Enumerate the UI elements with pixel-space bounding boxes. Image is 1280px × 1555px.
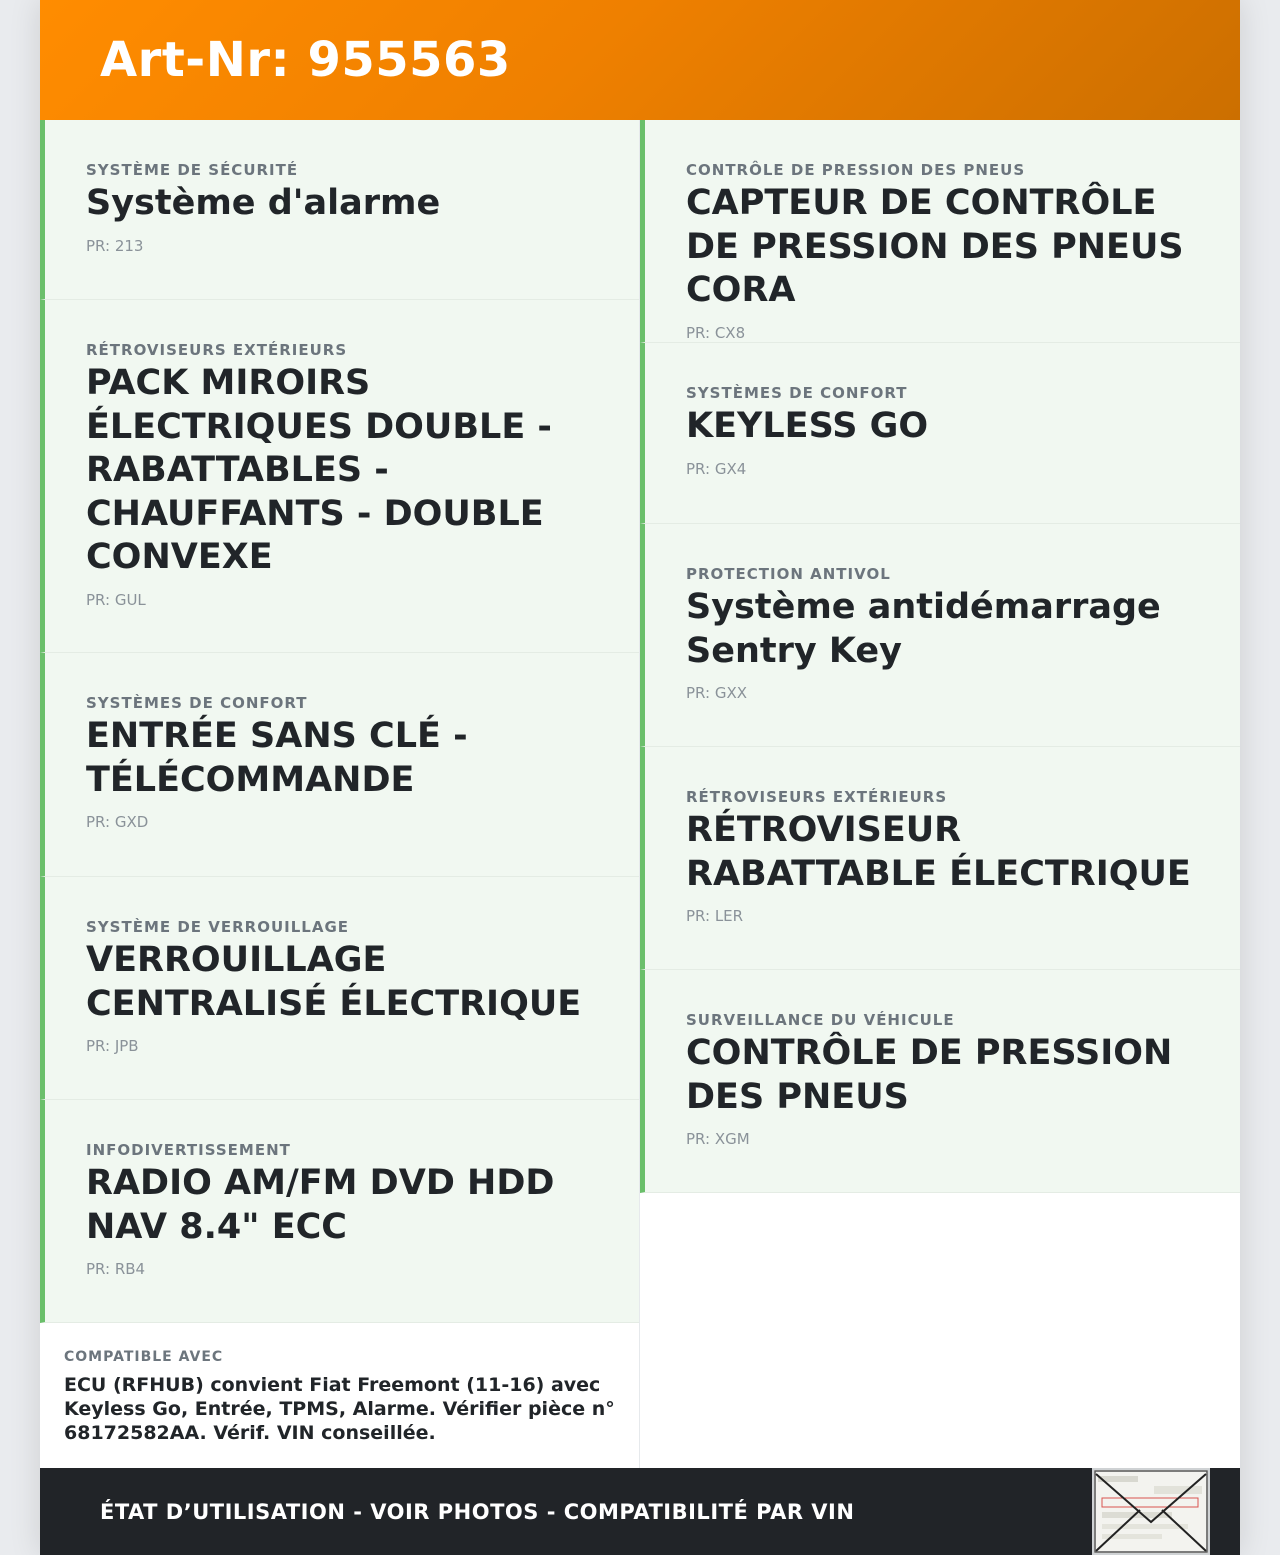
feature-category: INFODIVERTISSEMENT [86,1141,291,1159]
feature-title: PACK MIROIRS ÉLECTRIQUES DOUBLE - RABATTABLES - CHAUFFANTS - DOUBLE CONVEXE [86,363,552,577]
document-envelope-thumbnail-icon[interactable] [1092,1468,1210,1555]
feature-card [640,343,1240,524]
feature-category: CONTRÔLE DE PRESSION DES PNEUS [686,161,1026,179]
compatibility-section [40,1323,639,1469]
feature-card [40,120,639,300]
feature-pr-code: PR: RB4 [86,1260,146,1278]
feature-pr-code: PR: 213 [86,236,144,255]
feature-card [40,1100,639,1323]
compatibility-label: COMPATIBLE AVEC [64,1349,224,1365]
product-sheet [40,0,1240,1555]
feature-card [640,747,1240,970]
footer-bar [40,1468,1240,1555]
feature-pr-code: PR: GXD [86,813,149,831]
article-number-title: Art-Nr: 955563 [100,32,511,88]
feature-title: Système d'alarme [86,183,441,223]
feature-pr-code: PR: CX8 [686,323,746,342]
feature-card [640,970,1240,1193]
feature-title: VERROUILLAGE CENTRALISÉ ÉLECTRIQUE [86,940,582,1024]
feature-title: ENTRÉE SANS CLÉ - TÉLÉCOMMANDE [86,716,468,800]
feature-card [40,653,639,877]
feature-title: Système antidémarrage Sentry Key [686,587,1161,671]
header-bar [40,0,1240,120]
feature-card [40,300,639,653]
feature-category: PROTECTION ANTIVOL [686,565,891,583]
feature-pr-code: PR: LER [686,907,744,925]
feature-category: RÉTROVISEURS EXTÉRIEURS [686,788,948,806]
feature-card [640,524,1240,747]
feature-title: KEYLESS GO [686,406,929,446]
feature-card [640,120,1240,343]
feature-title: RÉTROVISEUR RABATTABLE ÉLECTRIQUE [686,810,1191,894]
feature-title: CAPTEUR DE CONTRÔLE DE PRESSION DES PNEUS CORA [686,183,1184,310]
feature-title: RADIO AM/FM DVD HDD NAV 8.4" ECC [86,1163,555,1247]
left-column [40,120,640,1469]
footer-text: ÉTAT D’UTILISATION - VOIR PHOTOS - COMPATIBILITÉ PAR VIN [100,1499,855,1524]
feature-pr-code: PR: GXX [686,684,748,702]
feature-pr-code: PR: GX4 [686,459,747,478]
feature-pr-code: PR: JPB [86,1037,139,1055]
feature-category: RÉTROVISEURS EXTÉRIEURS [86,341,348,359]
features-grid [40,120,1240,1469]
feature-pr-code: PR: GUL [86,590,146,609]
compatibility-text: ECU (RFHUB) convient Fiat Freemont (11-16) avec Keyless Go, Entrée, TPMS, Alarme. Vérifier pièce n° 68172582AA. Vérif. VIN conseillée. [64,1374,615,1444]
right-column [640,120,1240,1469]
feature-category: SYSTÈMES DE CONFORT [86,694,308,712]
feature-title: CONTRÔLE DE PRESSION DES PNEUS [686,1033,1173,1117]
feature-category: SYSTÈMES DE CONFORT [686,384,908,402]
feature-card [40,877,639,1100]
feature-category: SURVEILLANCE DU VÉHICULE [686,1011,955,1029]
feature-pr-code: PR: XGM [686,1130,750,1148]
feature-category: SYSTÈME DE SÉCURITÉ [86,161,299,179]
feature-category: SYSTÈME DE VERROUILLAGE [86,918,350,936]
